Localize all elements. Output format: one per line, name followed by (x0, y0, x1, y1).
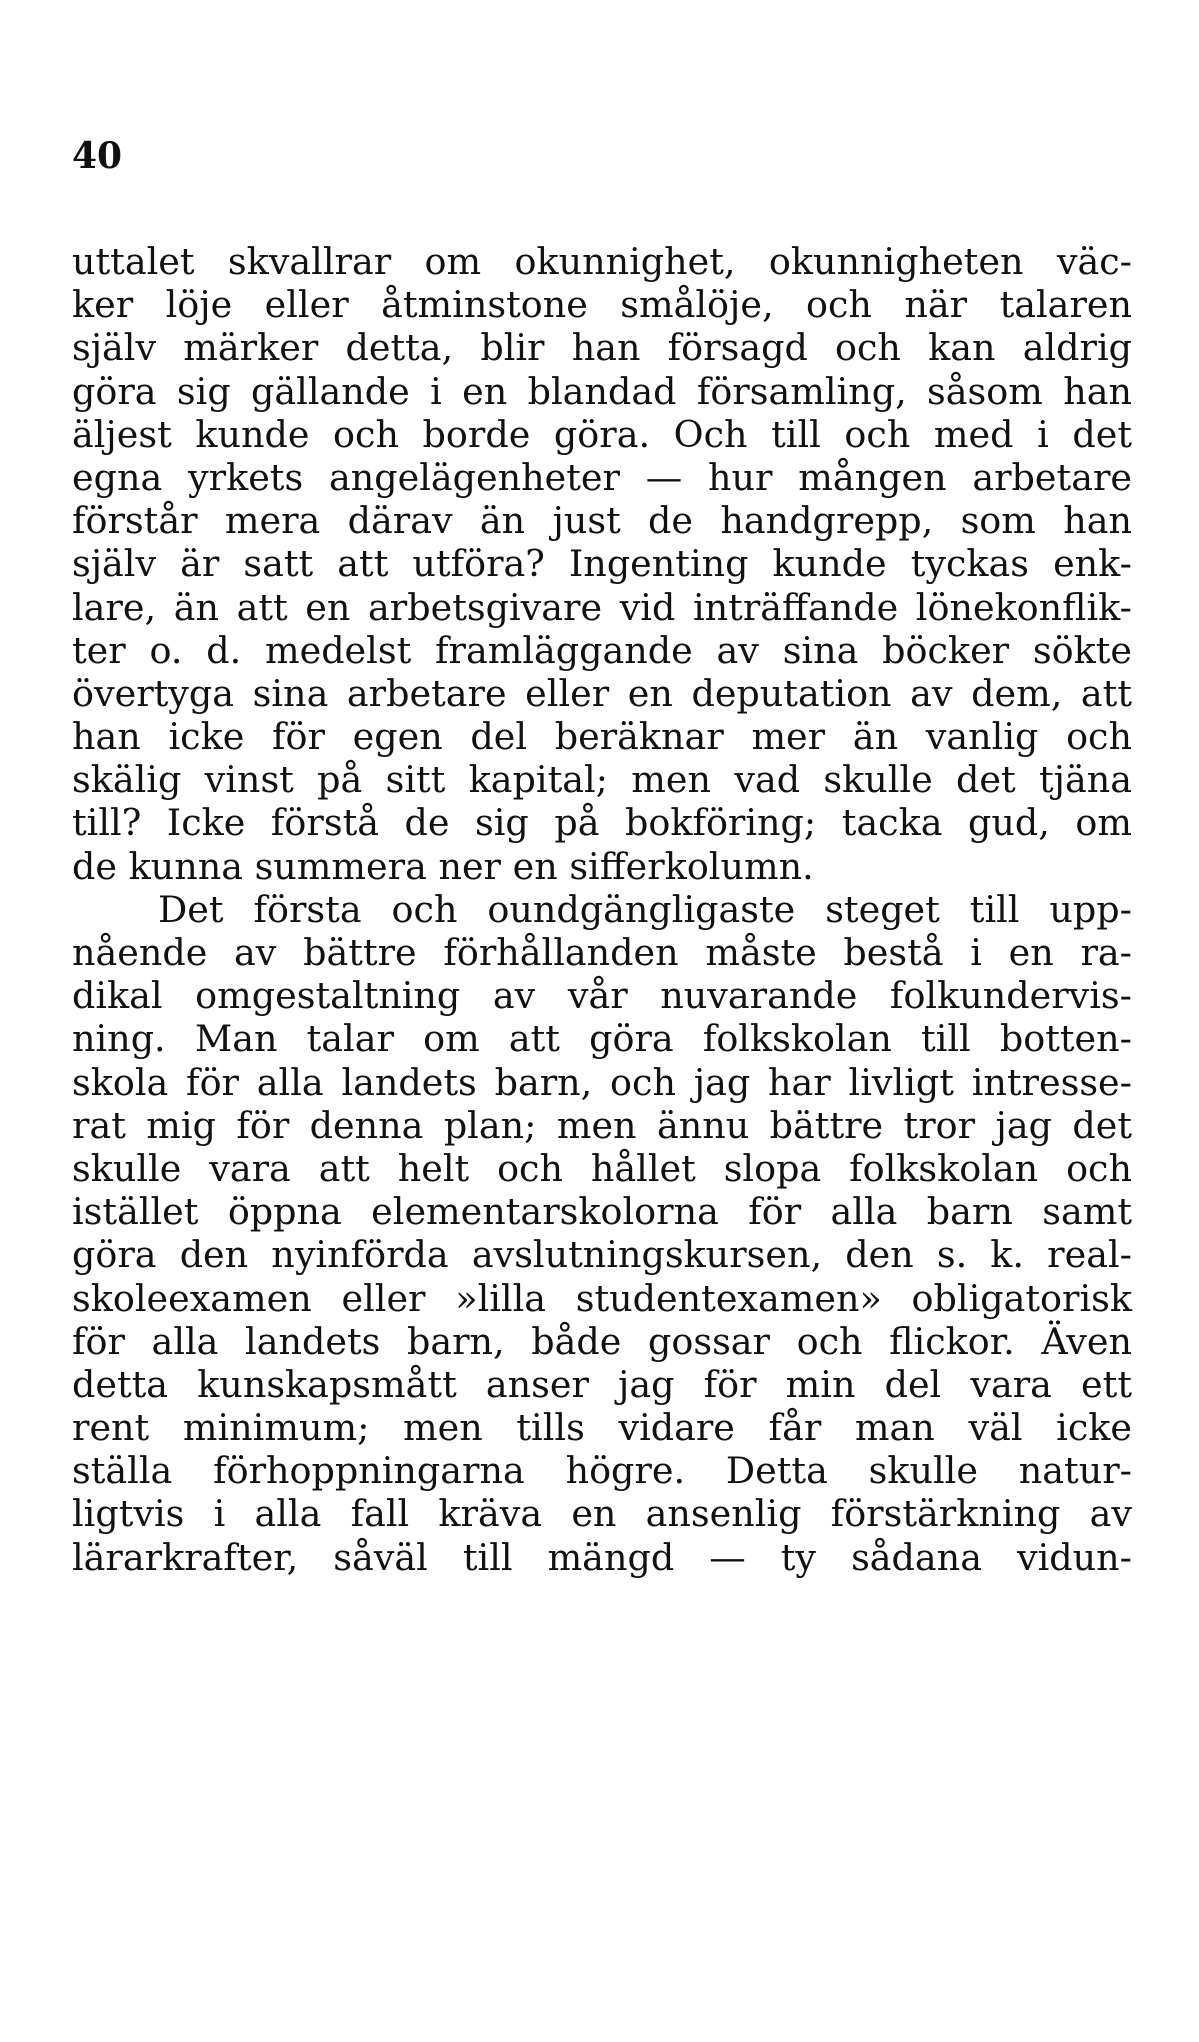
text-line: ning. Man talar om att göra folkskolan till botten- (72, 1017, 1132, 1061)
text-line: rent minimum; men tills vidare får man väl icke (72, 1406, 1132, 1450)
text-line: skulle vara att helt och hållet slopa folkskolan och (72, 1146, 1132, 1190)
text-line: detta kunskapsmått anser jag för min del vara ett (72, 1362, 1132, 1406)
text-line: istället öppna elementarskolorna för alla barn samt (72, 1190, 1132, 1234)
text-line: dikal omgestaltning av vår nuvarande folkundervis- (72, 974, 1132, 1018)
text-line: nående av bättre förhållanden måste bestå i en ra- (72, 931, 1132, 974)
text-line: skälig vinst på sitt kapital; men vad skulle det tjäna (72, 758, 1132, 802)
text-line: han icke för egen del beräknar mer än vanlig och (72, 715, 1132, 759)
text-line: lare, än att en arbetsgivare vid inträffande lönekonflik- (72, 585, 1132, 629)
page-number: 40 (72, 135, 123, 177)
text-line: för alla landets barn, både gossar och flickor. Även (72, 1319, 1132, 1363)
text-line: äljest kunde och borde göra. Och till och med i det (72, 412, 1132, 456)
text-line: lärarkrafter, såväl till mängd — ty sådana vidun- (72, 1535, 1132, 1579)
text-line: skola för alla landets barn, och jag har livligt intresse- (72, 1060, 1132, 1104)
text-line: skoleexamen eller »lilla studentexamen» obligatorisk (72, 1276, 1132, 1320)
text-line: göra den nyinförda avslutningskursen, den s. k. real- (72, 1233, 1132, 1277)
body-text (72, 240, 1132, 1579)
text-line: övertyga sina arbetare eller en deputation av dem, att (72, 671, 1132, 715)
text-line: Det första och oundgängligaste steget till upp- (158, 887, 1132, 931)
text-line: uttalet skvallrar om okunnighet, okunnigheten väc- (72, 240, 1132, 283)
text-line: ställa förhoppningarna högre. Detta skulle natur- (72, 1449, 1132, 1493)
text-line: själv märker detta, blir han försagd och kan aldrig (72, 326, 1132, 370)
text-line: egna yrkets angelägenheter — hur mången arbetare (72, 455, 1132, 499)
text-line: göra sig gällande i en blandad församling, såsom han (72, 369, 1132, 413)
text-line: ligtvis i alla fall kräva en ansenlig förstärkning av (72, 1492, 1132, 1536)
text-line: förstår mera därav än just de handgrepp, som han (72, 499, 1132, 543)
text-line: ter o. d. medelst framläggande av sina böcker sökte (72, 628, 1132, 672)
text-line: själv är satt att utföra? Ingenting kunde tyckas enk- (72, 542, 1132, 586)
text-line: de kunna summera ner en sifferkolumn. (72, 844, 814, 888)
text-line: ker löje eller åtminstone smålöje, och när talaren (72, 283, 1132, 327)
text-line: till? Icke förstå de sig på bokföring; tacka gud, om (72, 801, 1132, 845)
text-line: rat mig för denna plan; men ännu bättre tror jag det (72, 1103, 1132, 1147)
